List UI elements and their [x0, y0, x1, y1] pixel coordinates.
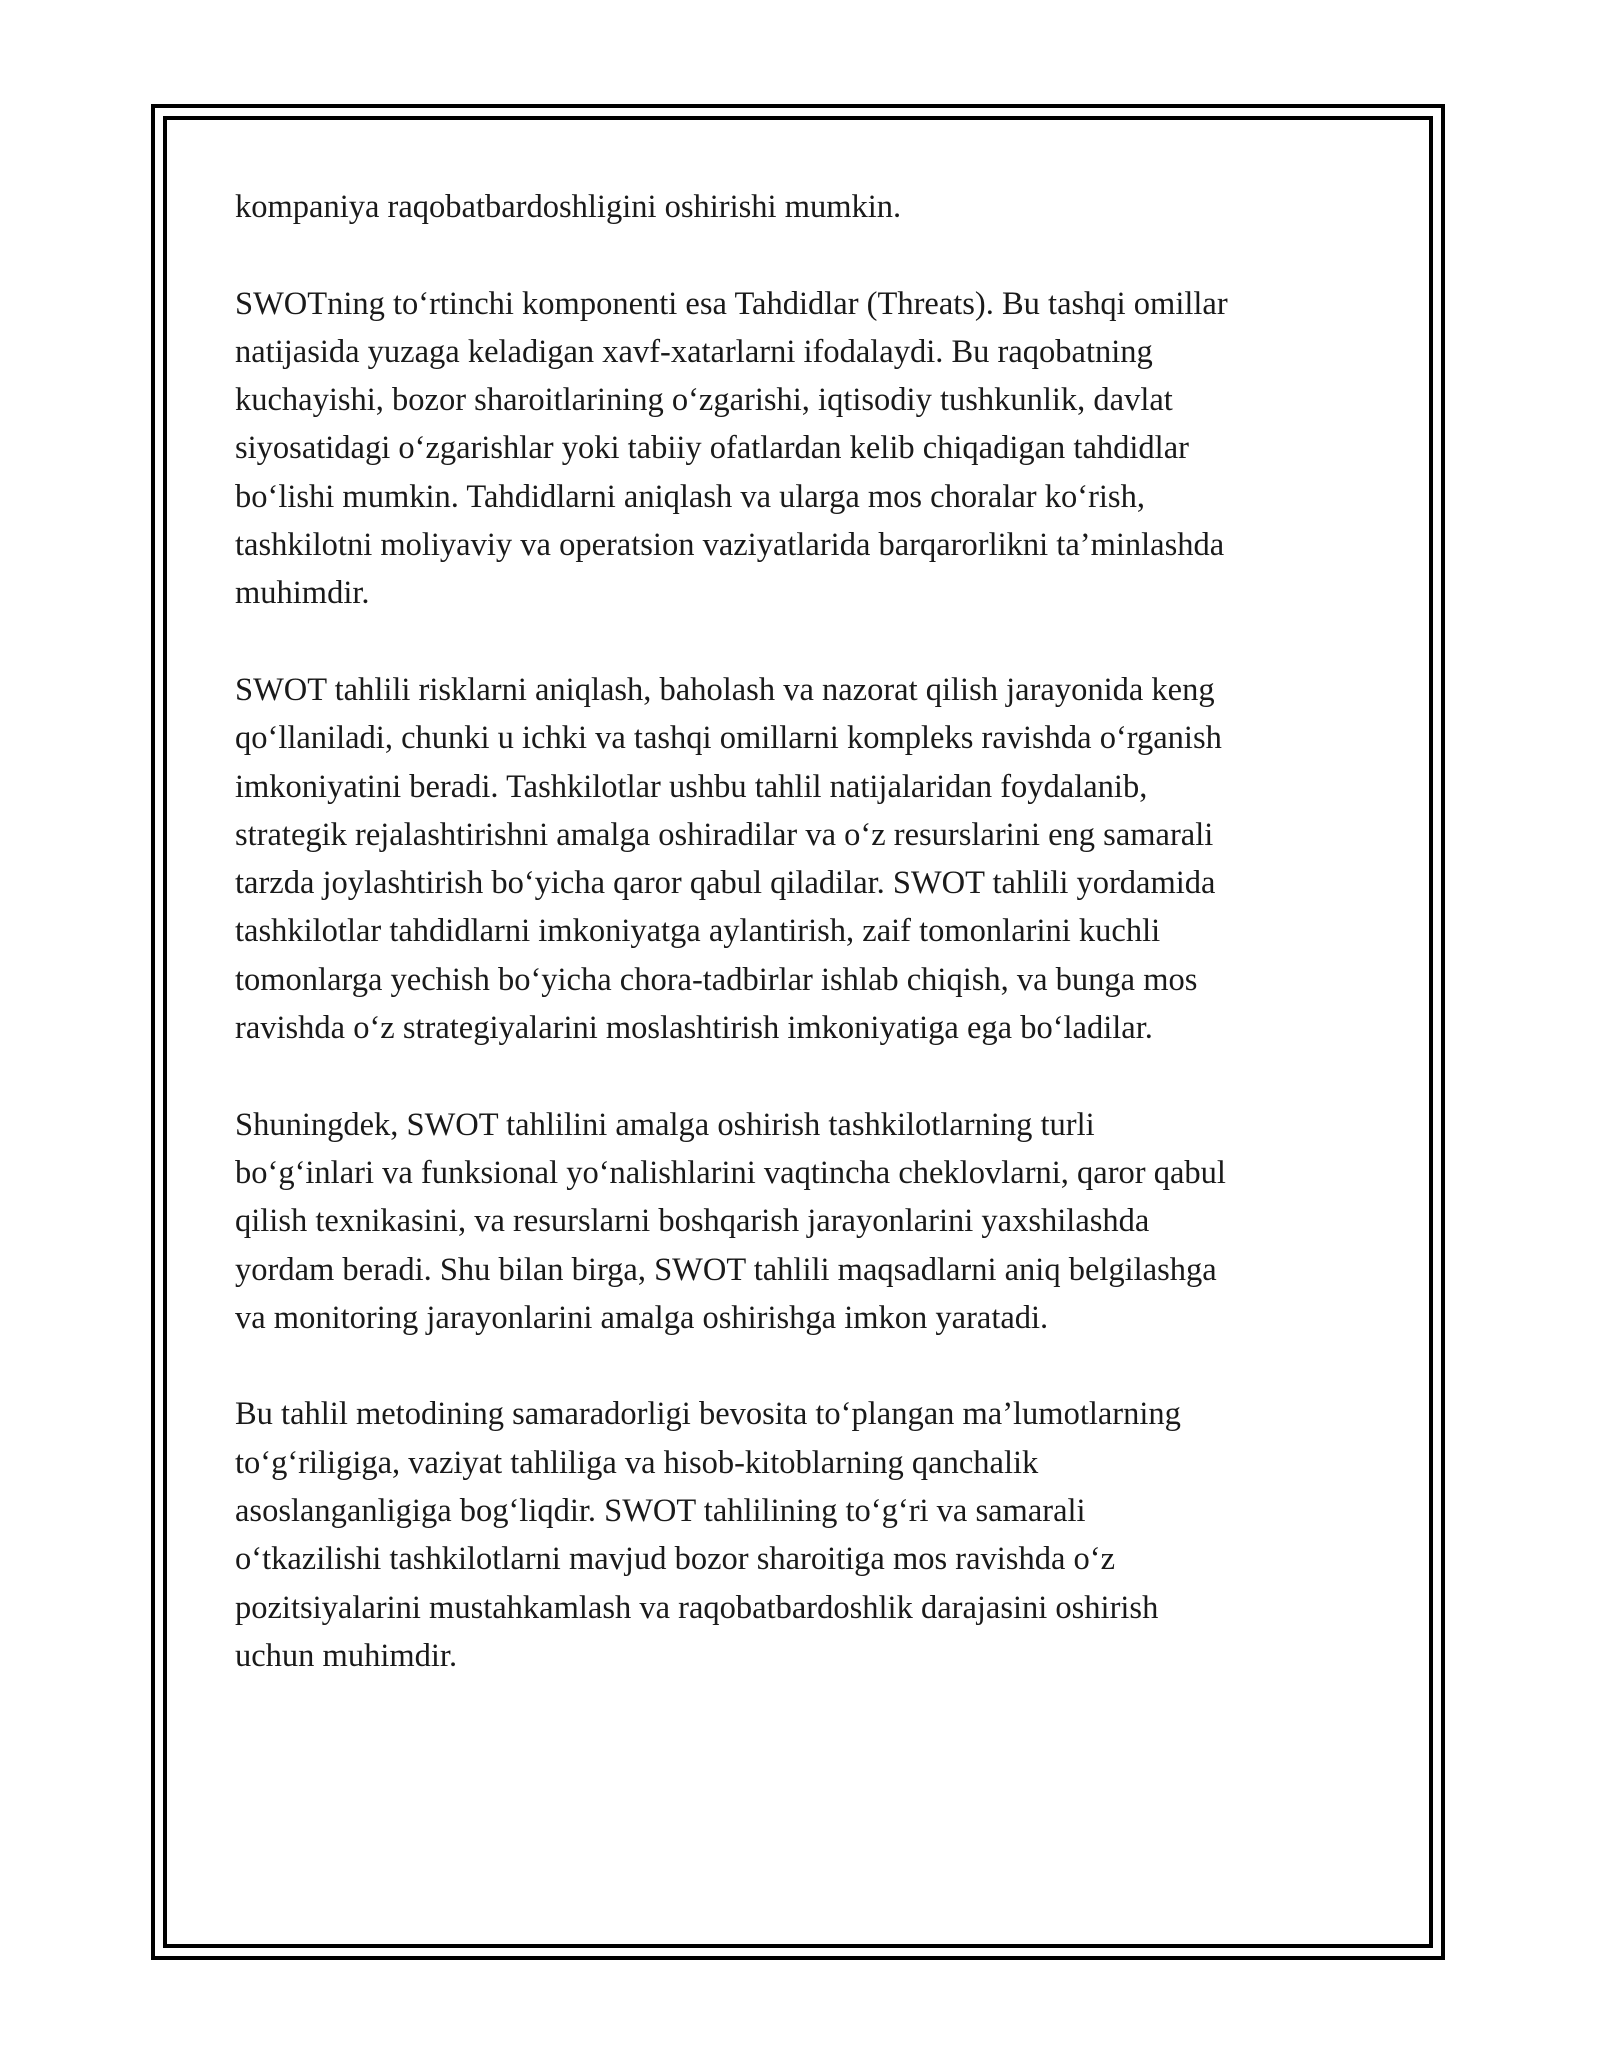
- text-line: kompaniya raqobatbardoshligini oshirishi mumkin.: [235, 189, 902, 225]
- text-line: bo‘g‘inlari va funksional yo‘nalishlarini vaqtincha cheklovlarni, qaror qabul: [235, 1154, 1226, 1191]
- text-line: siyosatidagi o‘zgarishlar yoki tabiiy ofatlardan kelib chiqadigan tahdidlar: [235, 430, 1189, 467]
- text-line: muhimdir.: [235, 575, 370, 612]
- text-line: tarzda joylashtirish bo‘yicha qaror qabul qiladilar. SWOT tahlili yordamida: [235, 865, 1216, 902]
- paragraph-1: [235, 183, 1375, 231]
- paragraph-5: [235, 1390, 1375, 1680]
- text-line: o‘tkazilishi tashkilotlarni mavjud bozor sharoitiga mos ravishda o‘z: [235, 1541, 1116, 1578]
- text-line: natijasida yuzaga keladigan xavf-xatarlarni ifodalaydi. Bu raqobatning: [235, 333, 1153, 370]
- text-line: imkoniyatini beradi. Tashkilotlar ushbu tahlil natijalaridan foydalanib,: [235, 768, 1148, 805]
- text-line: uchun muhimdir.: [235, 1637, 458, 1674]
- text-line: ravishda o‘z strategiyalarini moslashtirish imkoniyatiga ega bo‘ladilar.: [235, 1010, 1153, 1047]
- text-line: qilish texnikasini, va resurslarni boshqarish jarayonlarini yaxshilashda: [235, 1203, 1150, 1240]
- text-line: SWOT tahlili risklarni aniqlash, baholash va nazorat qilish jarayonida keng: [235, 671, 1215, 708]
- text-line: asoslanganligiga bog‘liqdir. SWOT tahlilining to‘g‘ri va samarali: [235, 1493, 1086, 1530]
- text-line: kuchayishi, bozor sharoitlarining o‘zgarishi, iqtisodiy tushkunlik, davlat: [235, 382, 1173, 419]
- text-line: qo‘llaniladi, chunki u ichki va tashqi omillarni kompleks ravishda o‘rganish: [235, 720, 1222, 757]
- text-line: yordam beradi. Shu bilan birga, SWOT tahlili maqsadlarni aniq belgilashga: [235, 1251, 1217, 1288]
- text-line: tomonlarga yechish bo‘yicha chora-tadbirlar ishlab chiqish, va bunga mos: [235, 961, 1198, 998]
- text-line: Bu tahlil metodining samaradorligi bevosita to‘plangan ma’lumotlarning: [235, 1396, 1181, 1433]
- paragraph-4: [235, 1101, 1375, 1342]
- text-line: Shuningdek, SWOT tahlilini amalga oshirish tashkilotlarning turli: [235, 1106, 1095, 1143]
- text-line: va monitoring jarayonlarini amalga oshirishga imkon yaratadi.: [235, 1299, 1049, 1336]
- text-line: strategik rejalashtirishni amalga oshiradilar va o‘z resurslarini eng samarali: [235, 816, 1214, 853]
- text-line: to‘g‘riligiga, vaziyat tahliliga va hisob-kitoblarning qanchalik: [235, 1444, 1039, 1481]
- paragraph-3: [235, 666, 1375, 1052]
- text-line: pozitsiyalarini mustahkamlash va raqobatbardoshlik darajasini oshirish: [235, 1589, 1159, 1626]
- text-line: bo‘lishi mumkin. Tahdidlarni aniqlash va ularga mos choralar ko‘rish,: [235, 478, 1145, 515]
- text-line: SWOTning to‘rtinchi komponenti esa Tahdidlar (Threats). Bu tashqi omillar: [235, 285, 1228, 322]
- text-line: tashkilotni moliyaviy va operatsion vaziyatlarida barqarorlikni ta’minlashda: [235, 527, 1225, 564]
- document-body: [235, 183, 1375, 1729]
- text-line: tashkilotlar tahdidlarni imkoniyatga aylantirish, zaif tomonlarini kuchli: [235, 913, 1161, 950]
- paragraph-2: [235, 280, 1375, 618]
